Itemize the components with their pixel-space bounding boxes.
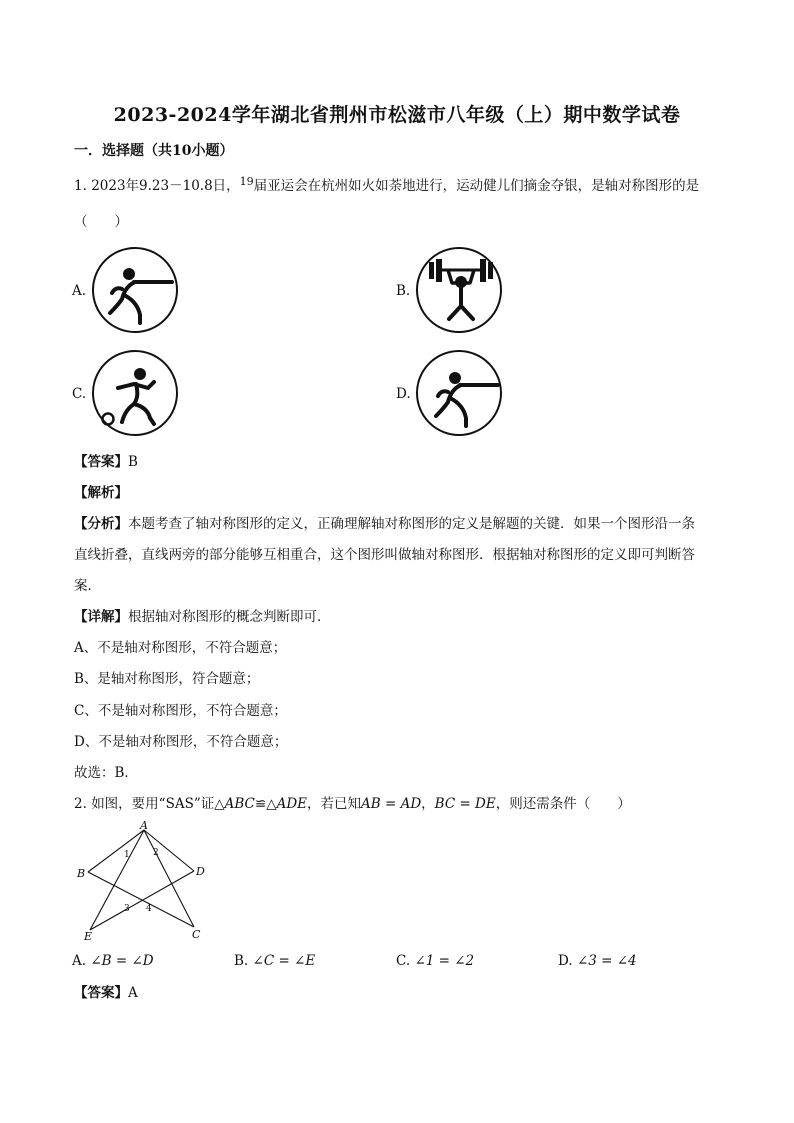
- stem-pre: 如图，要用“SAS”证: [91, 796, 215, 812]
- vertex-a-label: A: [140, 819, 148, 832]
- q2-answer-line: [74, 983, 138, 1003]
- vertex-e-label: E: [84, 930, 93, 943]
- answer-paren: （ ）: [74, 214, 128, 230]
- option-d-label: D.: [396, 386, 411, 402]
- option-label: D.: [558, 953, 573, 969]
- page-title: 2023-2024学年湖北省荆州市松滋市八年级（上）期中数学试卷: [113, 104, 681, 126]
- answer-tag: 【答案】: [74, 454, 128, 470]
- triangle-ade: △ADE: [266, 796, 308, 812]
- date-suffix: 日，: [212, 178, 240, 194]
- stem-mid: ，若已知: [307, 796, 362, 812]
- angle-4-label: 4: [146, 904, 152, 914]
- fenxi-line-2: 直线折叠，直线两旁的部分能够互相重合，这个图形叫做轴对称图形．根据轴对称图形的定义即可判断答: [74, 547, 695, 563]
- option-text: ∠C = ∠E: [252, 953, 316, 969]
- year-suffix: 年: [125, 178, 140, 194]
- fencer-icon: [92, 247, 178, 333]
- detail-text: 根据轴对称图形的概念判断即可．: [128, 609, 331, 625]
- stem-post: ，则还需条件（ ）: [495, 796, 631, 812]
- option-analysis-d: D、不是轴对称图形，不符合题意；: [74, 734, 288, 750]
- fenxi-line-3: 案．: [74, 578, 101, 594]
- detail-tag: 【详解】: [74, 609, 128, 625]
- option-label: B.: [234, 953, 249, 969]
- answer-line: [74, 452, 138, 472]
- option-analysis-b: B、是轴对称图形，符合题意；: [74, 671, 260, 687]
- option-a-label: A.: [72, 283, 87, 299]
- triangle-figure: [74, 820, 214, 942]
- q2-option-b: [234, 951, 315, 971]
- condition-bc-de: BC = DE: [434, 796, 496, 812]
- vertex-d-label: D: [196, 865, 205, 878]
- fenxi-line-1: [74, 514, 695, 534]
- option-text: ∠1 = ∠2: [414, 953, 475, 969]
- option-text: ∠B = ∠D: [90, 953, 154, 969]
- question-number: 2.: [74, 796, 87, 812]
- year: 2023: [91, 178, 126, 194]
- answer-value: A: [128, 985, 138, 1001]
- vertex-b-label: B: [77, 867, 86, 880]
- congruent-symbol: ≌: [254, 796, 267, 812]
- fenxi-tag: 【分析】: [74, 516, 128, 532]
- fenxi-text-1: 本题考查了轴对称图形的定义，正确理解轴对称图形的定义是解题的关键．如果一个图形沿一条: [128, 516, 695, 532]
- stem-sep: ，: [421, 796, 435, 812]
- question-1-stem: [74, 176, 699, 197]
- answer-tag: 【答案】: [74, 985, 128, 1001]
- angle-1-label: 1: [124, 850, 130, 860]
- angle-2-label: 2: [153, 848, 159, 858]
- weightlifter-icon: [416, 247, 502, 333]
- q2-option-d: [558, 951, 637, 971]
- option-label: A.: [72, 953, 87, 969]
- condition-ab-ad: AB = AD: [361, 796, 422, 812]
- option-c-label: C.: [72, 386, 87, 402]
- date-range: 9.23－10.8: [139, 178, 213, 194]
- option-analysis-a: A、不是轴对称图形，不符合题意；: [74, 640, 287, 656]
- question-2-stem: [74, 794, 631, 814]
- q2-option-c: [396, 951, 474, 971]
- question-number: 1.: [74, 178, 87, 194]
- option-text: ∠3 = ∠4: [576, 953, 637, 969]
- edition-number: 19: [239, 175, 254, 188]
- angle-3-label: 3: [124, 904, 130, 914]
- q2-option-a: [72, 951, 154, 971]
- option-label: C.: [396, 953, 411, 969]
- fencer-icon: [416, 350, 502, 436]
- detail-line: [74, 607, 331, 627]
- option-analysis-c: C、不是轴对称图形，不符合题意；: [74, 703, 287, 719]
- analysis-tag: 【解析】: [74, 485, 128, 501]
- triangle-abc: △ABC: [214, 796, 255, 812]
- stem-text: 届亚运会在杭州如火如荼地进行，运动健儿们摘金夺银，是轴对称图形的是: [253, 178, 700, 194]
- section-heading: 一．选择题（共10小题）: [74, 143, 234, 159]
- option-b-label: B.: [396, 283, 411, 299]
- answer-value: B: [128, 454, 138, 470]
- soccer-player-icon: [92, 350, 178, 436]
- vertex-c-label: C: [192, 928, 201, 941]
- choice-line: 故选：B．: [74, 765, 138, 781]
